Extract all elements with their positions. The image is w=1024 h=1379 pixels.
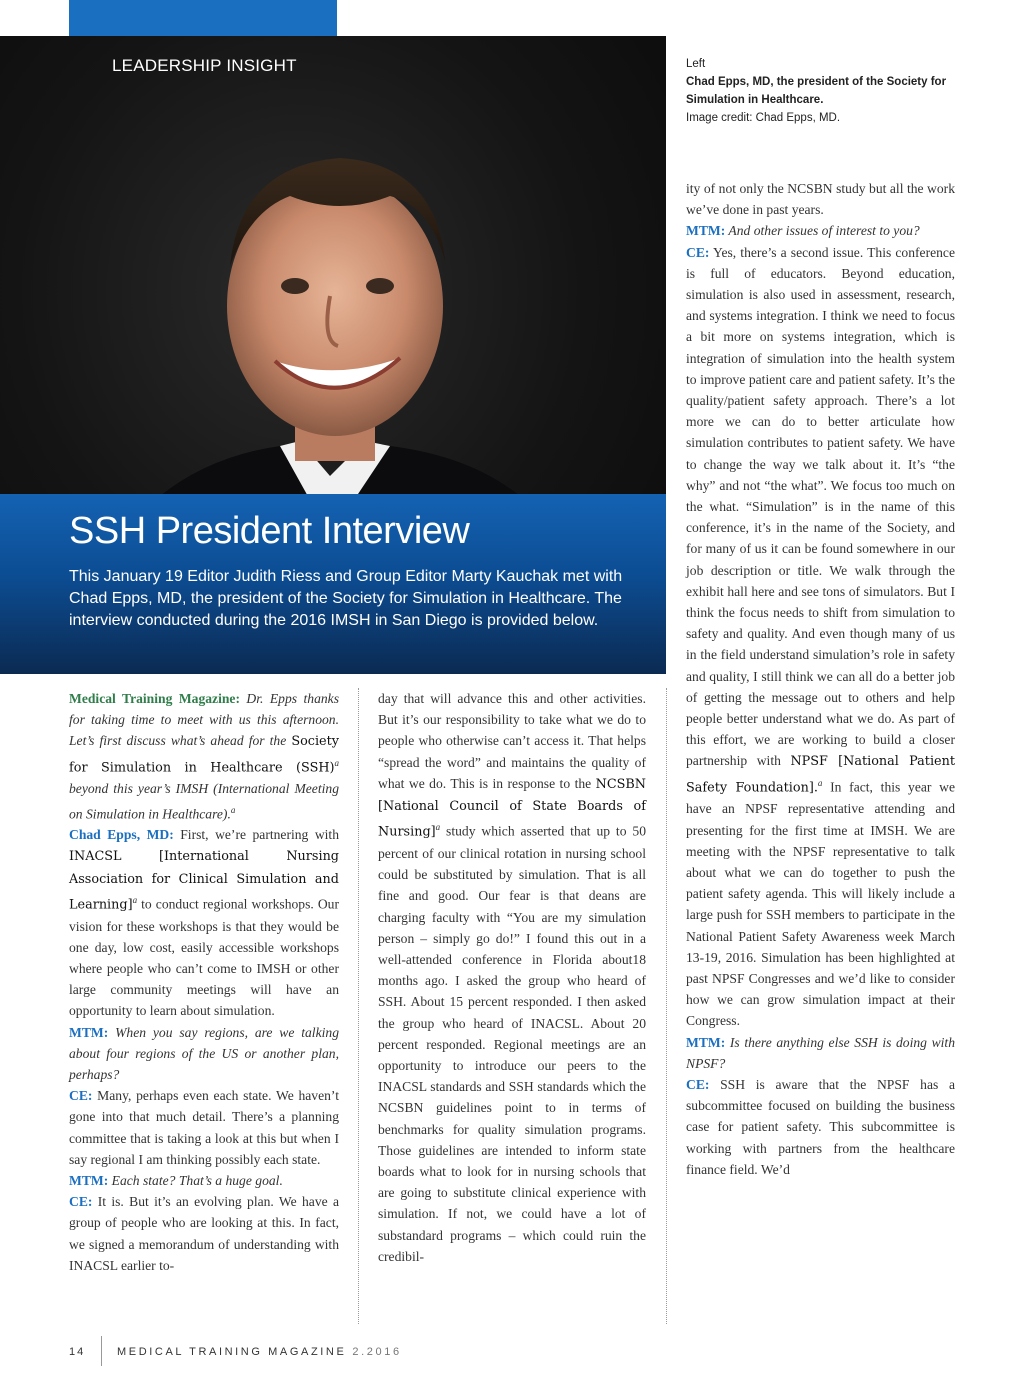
speaker-label: CE: bbox=[686, 244, 710, 260]
question-text: Each state? That’s a huge goal. bbox=[108, 1173, 283, 1189]
answer-text: In fact, this year we have an NPSF representative attending and presenting for the first time at IMSH. We are meeting with the NPSF representative to talk about what we can do together to push the patient safety agenda. This will likely include a large push for SSH members to participate in the National Patient Safety Awareness week March 13-19, 2016. Simulation has been highlighted at past NPSF Congresses and we’d like to consider how we can grow simulation impact at their Congress. bbox=[686, 779, 956, 1029]
answer-text: ity of not only the NCSBN study but all the work we’ve done in past years. bbox=[686, 181, 955, 218]
column-2 bbox=[378, 688, 646, 1267]
intro-text-3: met with Chad Epps, MD, the president of the Society for Simulation in Healthcare. The interview conducted during the 2016 IMSH in San Diego is provided below. bbox=[69, 568, 623, 629]
footnote-mark: a bbox=[334, 757, 339, 768]
answer-text: day that will advance this and other activities. But it’s our responsibility to take what we do to people who otherwise can’t access it. That helps “spread the word” and maintains the quality of what we do. This is in response to the bbox=[378, 691, 646, 791]
photo-caption bbox=[686, 55, 976, 127]
answer-text: It is. But it’s an evolving plan. We have a group of people who are looking at this. In fact, we signed a memorandum of understanding with INACSL earlier to- bbox=[69, 1194, 339, 1273]
speaker-label: CE: bbox=[686, 1077, 710, 1093]
speaker-label: MTM: bbox=[686, 1034, 726, 1050]
footnote-mark: a bbox=[132, 894, 138, 905]
speaker-label: Medical Training Magazine: bbox=[69, 691, 240, 706]
speaker-label: Chad Epps, MD: bbox=[69, 827, 174, 843]
section-tab bbox=[69, 0, 337, 37]
question-text: Is there anything else SSH is doing with NPSF? bbox=[686, 1034, 955, 1071]
footer-divider bbox=[101, 1336, 102, 1366]
caption-label: Left bbox=[686, 58, 706, 70]
editor-name-link[interactable]: Judith Riess bbox=[233, 568, 321, 585]
speaker-label: CE: bbox=[69, 1194, 93, 1210]
caption-bold: Chad Epps, MD, the president of the Society for Simulation in Healthcare. bbox=[686, 76, 947, 106]
answer-text: First, we’re partnering with bbox=[173, 827, 339, 843]
answer-text: study which asserted that up to 50 percent of our clinical rotation in nursing school could be substituted by simulation. That is all fine and good. Our fear is that deans are charging faculty with “You are my simulation person – simply go do!” I found this out in a well-attended conference in Florida about18 months ago. I asked the group who heard of SSH. About 15 percent responded. I then asked the group who heard of INACSL. About 20 percent responded. Regional meetings are an opportunity to introduce our peers to the INACSL standards and SSH standards which the NCSBN guidelines point to in terms of benchmarks for quality simulation programs. Those guidelines are intended to inform state boards what to look for in nursing schools that are going to substitute clinical experience with simulation. If not, we could have a lot of substandard programs – which could ruin the credibil- bbox=[378, 823, 646, 1264]
footer-magazine bbox=[117, 1346, 402, 1358]
speaker-label: MTM: bbox=[686, 223, 726, 239]
group-editor-name-link[interactable]: Marty Kauchak bbox=[451, 568, 559, 585]
answer-text: SSH is aware that the NPSF has a subcommittee focused on building the business case for patient safety. This subcommittee is working with partners from the healthcare finance field. We’d bbox=[686, 1077, 955, 1177]
inacsl-link[interactable]: INACSL [International Nursing Association for Clinical Simulation and Learning] bbox=[69, 849, 339, 913]
footnote-mark: a bbox=[230, 804, 236, 815]
question-text: Dr. Epps thanks for taking time to meet with us this afternoon. Let’s first discuss what’s ahead for the bbox=[69, 691, 340, 749]
column-1 bbox=[69, 688, 339, 1276]
intro-text-2: and Group Editor bbox=[320, 568, 452, 585]
question-text: And other issues of interest to you? bbox=[725, 223, 920, 239]
speaker-label: CE: bbox=[69, 1088, 93, 1104]
page-number: 14 bbox=[69, 1346, 86, 1358]
ssh-link[interactable]: Society for Simulation in Healthcare (SSH) bbox=[69, 734, 339, 776]
ncsbn-link[interactable]: NCSBN [National Council of State Boards of Nursing] bbox=[378, 776, 646, 840]
footnote-mark: a bbox=[817, 777, 823, 788]
intro-text-1: This January 19 Editor bbox=[69, 568, 234, 585]
article-intro bbox=[69, 566, 629, 632]
speaker-label: MTM: bbox=[69, 1024, 109, 1040]
section-kicker: LEADERSHIP INSIGHT bbox=[112, 56, 297, 75]
column-divider bbox=[358, 688, 359, 1324]
answer-text: Many, perhaps even each state. We haven’t gone into that much detail. There’s a planning committee that is taking a look at this but when I say regional I am thinking possibly each state. bbox=[69, 1088, 339, 1167]
npsf-link[interactable]: NPSF [National Patient Safety Foundation]. bbox=[686, 754, 955, 796]
question-text: When you say regions, are we talking about four regions of the US or another plan, perhaps? bbox=[69, 1024, 339, 1083]
caption-credit: Image credit: Chad Epps, MD. bbox=[686, 112, 841, 124]
magazine-name: MEDICAL TRAINING MAGAZINE bbox=[117, 1346, 347, 1358]
footnote-mark: a bbox=[435, 822, 441, 833]
article-title: SSH President Interview bbox=[69, 510, 470, 552]
column-3 bbox=[686, 178, 955, 1180]
answer-text: to conduct regional workshops. Our vision for these workshops is that they would be one day, low cost, easily accessible workshops where people who can’t come to IMSH or other large community meetings will have an opportunity to learn about simulation. bbox=[69, 896, 339, 1019]
column-divider bbox=[666, 688, 667, 1324]
issue-date: 2.2016 bbox=[352, 1346, 402, 1358]
answer-text: Yes, there’s a second issue. This conference is full of educators. Beyond education, simulation is also used in assessment, research, and systems integration. I think we need to focus a bit more on systems integration, which is integration of simulation into the health system to improve patient care and patient safety. It’s the quality/patient safety approach. There’s a lot more we can do to better articulate how simulation contributes to patient safety. We have to change the way we talk about it. It’s “the why” and not “the what”. We focus too much on the what. “Simulation” is in the name of this conference, it’s in the name of the Society, and for many of us it can be found somewhere in our job description or title. We walk through the exhibit hall here and see tons of simulators. But I think the focus needs to shift from simulation to safety and quality. And even though many of us in the field understand simulation’s role in safety and quality, I still think we can all do a better job of getting the message out to others and help people better understand what we do. As part of this effort, we are working to build a closer partnership with bbox=[686, 244, 955, 769]
speaker-label: MTM: bbox=[69, 1173, 109, 1189]
question-text: beyond this year’s IMSH (International Meeting on Simulation in Healthcare). bbox=[69, 781, 339, 822]
